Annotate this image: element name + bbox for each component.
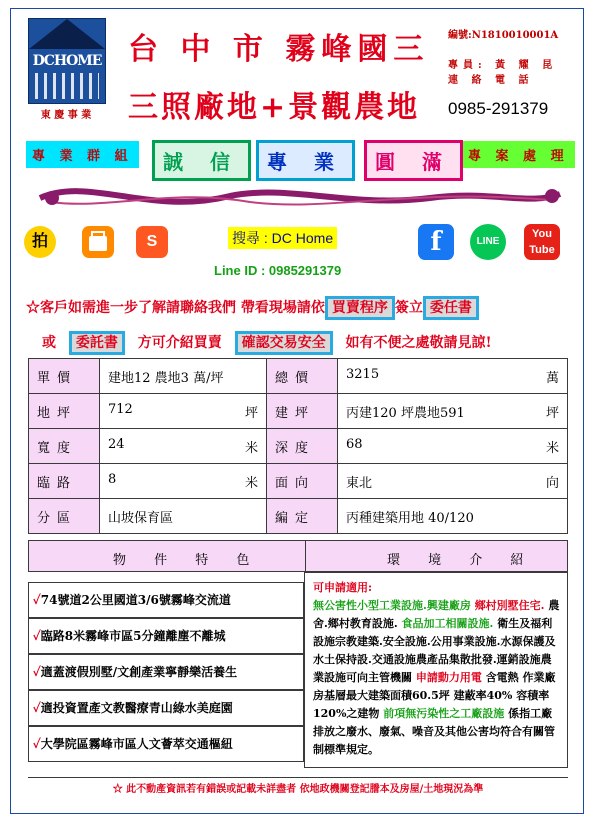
table-row: [29, 499, 568, 534]
youtube-icon[interactable]: You Tube: [524, 224, 560, 260]
list-item: [28, 654, 304, 690]
checkmark-icon: ✓: [33, 737, 41, 751]
value-zone: 山坡保育區: [100, 499, 267, 534]
list-item: [28, 690, 304, 726]
value-professional: 專 業: [256, 140, 355, 181]
value-unit-price: 建地12 農地3 萬/坪: [100, 359, 267, 394]
env-building: 含電熱 作業廠房基層最大建築面積60.5坪 建蔽率40% 容積率120%之建物: [313, 671, 556, 720]
environment-heading: 環 境 介 紹: [387, 553, 536, 568]
table-row: [29, 464, 568, 499]
env-villa: 鄉村別墅住宅.: [474, 599, 545, 612]
road-unit: 米: [244, 475, 258, 491]
checkmark-icon: ✓: [33, 593, 41, 607]
facing-unit: 向: [545, 475, 559, 491]
env-facilities: 衛生及福利設施宗教建築.安全設施.公用事業設施.水源保護及水土保持設.交通設施農產品集散批發.運銷設施農業設施可向主管機關: [313, 617, 556, 684]
feature-text: 大學院區霧峰市區人文薈萃交通樞紐: [40, 737, 233, 751]
feature-text: 臨路8米霧峰市區5分鐘離塵不離城: [40, 629, 226, 643]
value-facing: [338, 464, 568, 499]
building-area-unit: 坪: [545, 405, 559, 421]
value-integrity: 誠 信: [152, 140, 251, 181]
environment-description: [304, 572, 568, 768]
env-farmhouse: 農舍.鄉村教育設施.: [313, 599, 560, 630]
company-name: 東 慶 事 業: [40, 110, 92, 121]
intro-line-1: [26, 297, 479, 317]
label-designation: 編定: [267, 499, 338, 534]
table-row: [29, 359, 568, 394]
label-zone: 分區: [29, 499, 100, 534]
agent-info: [448, 58, 557, 88]
features-heading: 物 件 特 色: [113, 553, 262, 568]
intro-line-2: [42, 332, 492, 352]
facing-direction: 東北: [346, 475, 373, 491]
facebook-icon[interactable]: f: [418, 224, 454, 260]
label-unit-price: 單價: [29, 359, 100, 394]
section-header: [28, 540, 568, 572]
label-facing: 面向: [267, 464, 338, 499]
commission-box[interactable]: 委託書: [69, 331, 125, 355]
disclaimer: ☆ 此不動產資訊若有錯誤或記載未詳盡者 依地政機關登記謄本及房屋/土地現況為準: [28, 777, 568, 802]
ruten-shop-icon[interactable]: [82, 226, 114, 258]
env-food: 食品加工相關設施.: [401, 617, 494, 630]
mandate-box[interactable]: 委任書: [423, 296, 479, 320]
width-number: 24: [108, 436, 125, 452]
value-road: [100, 464, 267, 499]
depth-unit: 米: [545, 440, 559, 456]
total-price-number: 3215: [346, 366, 380, 382]
agent-name: 專員: 黃 耀 昆: [448, 60, 558, 71]
feature-text: 適投資置產文教醫療青山綠水美庭園: [40, 701, 233, 715]
shop-bag-icon: [82, 226, 114, 258]
listing-code: 編號:N1810010001A: [448, 30, 559, 41]
case-handling-tag: 專 案 處 理: [462, 141, 575, 168]
land-area-number: 712: [108, 401, 133, 417]
list-item: [28, 726, 304, 762]
value-building-area: [338, 394, 568, 429]
trade-procedure-box[interactable]: 買賣程序: [325, 296, 395, 320]
value-designation: 丙種建築用地 40/120: [338, 499, 568, 534]
logo-text: DCHOME: [32, 53, 102, 69]
value-fulfillment: 圓 滿: [364, 140, 463, 181]
feature-text: 74號道2公里國道3/6號霧峰交流道: [40, 593, 231, 607]
env-pollution: 前項無污染性之工廠設施: [383, 707, 505, 720]
table-row: [29, 429, 568, 464]
logo-columns-icon: [35, 73, 99, 99]
label-land-area: 地坪: [29, 394, 100, 429]
width-unit: 米: [244, 440, 258, 456]
label-depth: 深度: [267, 429, 338, 464]
intro-text-2: 簽立: [394, 300, 423, 316]
list-item: [28, 618, 304, 654]
table-row: [29, 394, 568, 429]
search-label: 搜尋 : DC Home: [228, 227, 337, 249]
label-building-area: 建坪: [267, 394, 338, 429]
env-industry: 無公害性小型工業設施.興建廠房: [313, 599, 471, 612]
safe-trade-box[interactable]: 確認交易安全: [235, 331, 333, 355]
page-subtitle: 三照廠地+景觀農地: [128, 90, 421, 125]
total-price-unit: 萬: [545, 370, 559, 386]
header-divider: [305, 541, 306, 571]
intro-text-4: 方可介紹買賣: [137, 335, 222, 351]
logo-roof-icon: [29, 19, 105, 49]
depth-number: 68: [346, 436, 363, 452]
professional-group-tag: 專 業 群 組: [26, 141, 139, 168]
checkmark-icon: ✓: [33, 629, 41, 643]
checkmark-icon: ✓: [33, 701, 41, 715]
swirl-divider-icon: [30, 180, 570, 216]
label-total-price: 總價: [267, 359, 338, 394]
list-item: [28, 582, 304, 618]
shopee-icon[interactable]: S: [136, 226, 168, 258]
value-total-price: [338, 359, 568, 394]
road-number: 8: [108, 471, 117, 487]
land-area-unit: 坪: [244, 405, 258, 421]
yahoo-auction-icon[interactable]: 拍: [24, 226, 56, 258]
agent-phone[interactable]: 0985-291379: [448, 99, 549, 118]
env-intro: 可申請適用:: [313, 581, 373, 594]
line-icon[interactable]: LINE: [470, 224, 506, 260]
checkmark-icon: ✓: [33, 665, 41, 679]
page-title: 台 中 市 霧峰國三: [128, 32, 430, 67]
property-table: [28, 358, 568, 534]
intro-text-1: ☆客戶如需進一步了解請聯絡我們 帶看現場請依: [26, 300, 325, 316]
value-land-area: [100, 394, 267, 429]
intro-text-3: 或: [42, 335, 56, 351]
value-depth: [338, 429, 568, 464]
building-area-number: 丙建120 坪農地591: [346, 405, 465, 421]
label-width: 寬度: [29, 429, 100, 464]
env-standards: 係指工廠排放之廢水、廢氣、噪音及其他公害均符合有關管制標準規定。: [313, 707, 555, 756]
env-power: 申請動力用電: [415, 671, 482, 684]
label-road: 臨路: [29, 464, 100, 499]
line-id: Line ID : 0985291379: [214, 263, 342, 278]
company-logo: [28, 18, 106, 104]
agent-contact-label: 連 絡 電 話: [448, 75, 534, 86]
feature-text: 適蓋渡假別墅/文創產業寧靜樂活養生: [40, 665, 238, 679]
intro-text-5: 如有不便之處敬請見諒!: [345, 335, 492, 351]
value-width: [100, 429, 267, 464]
